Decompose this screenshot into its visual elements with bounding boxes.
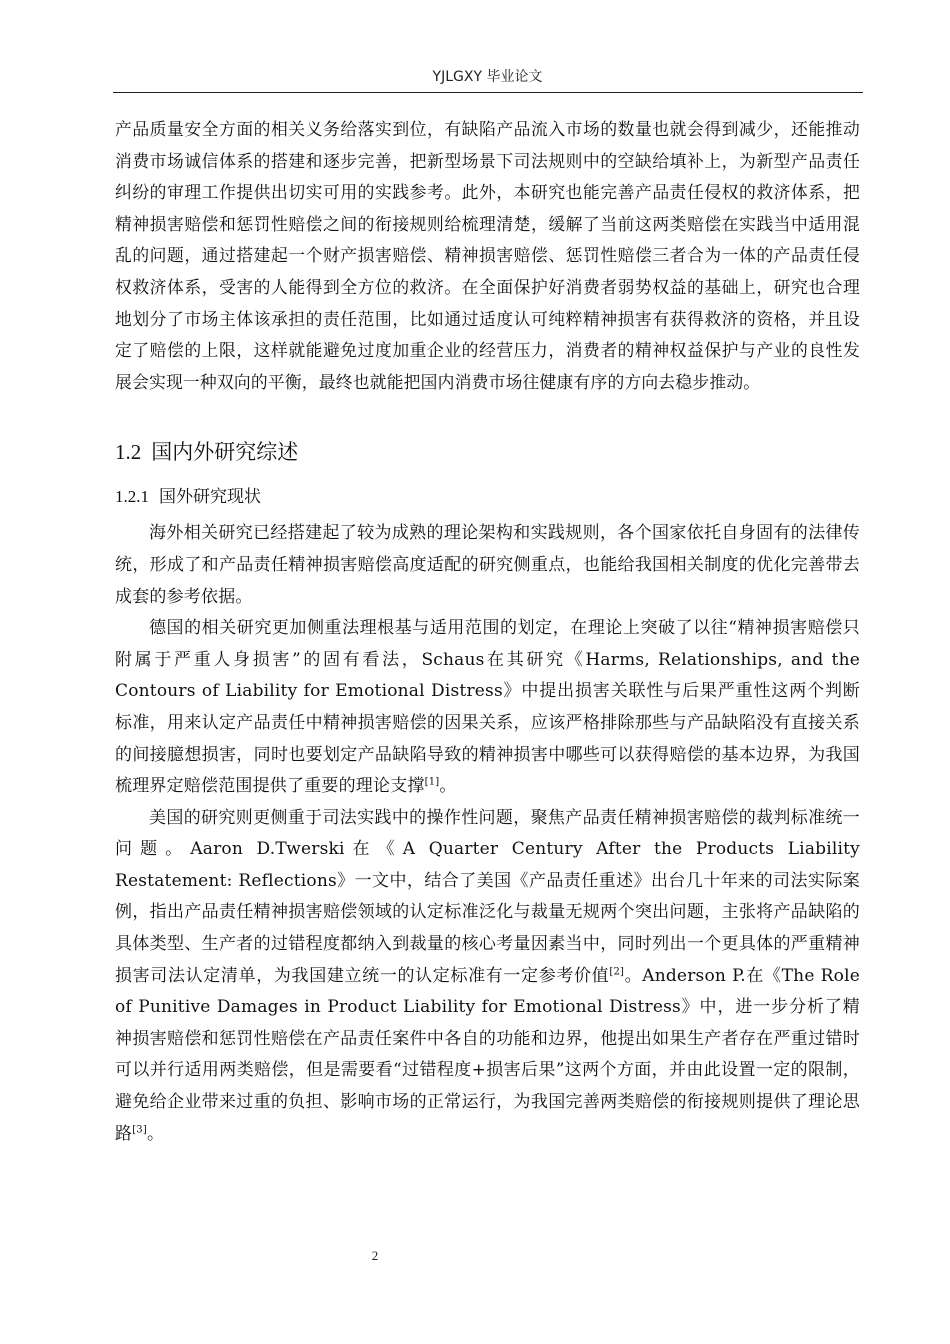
citation-ref-2: [2] (609, 966, 625, 977)
citation-ref-1: [1] (424, 776, 440, 788)
paragraph-germany (115, 613, 860, 803)
section-title: 国内外研究综述 (151, 440, 299, 465)
citation-ref-3: [3] (132, 1123, 147, 1135)
header-rule (113, 92, 863, 93)
paragraph-usa-part-1: 美国的研究则更侧重于司法实践中的操作性问题，聚焦产品责任精神损害赔偿的裁判标准统一问题。Aaron D.Twerski在《A Quarter Century After the Products Liability Restatement: Reflections》一文中，结合了美国《产品责任重述》出台几十年来的司法实际案例，指出产品责任精神损害赔偿领域的认定标准泛化与裁量无规两个突出问题，主张将产品缺陷的具体类型、生产者的过错程度都纳入到裁量的核心考量因素当中，同时列出一个更具体的严重精神损害司法认定清单，为我国建立统一的认定标准有一定参考价值 (115, 807, 860, 986)
paragraph-usa (115, 803, 860, 1151)
paragraph-overview: 海外相关研究已经搭建起了较为成熟的理论架构和实践规则，各个国家依托自身固有的法律传统，形成了和产品责任精神损害赔偿高度适配的研究侧重点，也能给我国相关制度的优化完善带去成套的参考依据。 (115, 523, 860, 607)
paragraph-germany-end: 。 (439, 776, 457, 797)
paragraph-usa-part-2: 。Anderson P.在《The Role of Punitive Damages in Product Liability for Emotional Distress》中，进一步分析了精神损害赔偿和惩罚性赔偿在产品责任案件中各自的功能和边界，他提出如果生产者存在严重过错时可以并行适用两类赔偿，但是需要看“过错程度+损害后果”这两个方面，并由此设置一定的限制，避免给企业带来过重的负担、影响市场的正常运行，为我国完善两类赔偿的衔接规则提供了理论思路 (115, 965, 860, 1144)
paragraph-significance: 产品质量安全方面的相关义务给落实到位，有缺陷产品流入市场的数量也就会得到减少，还能推动消费市场诚信体系的搭建和逐步完善，把新型场景下司法规则中的空缺给填补上，为新型产品责任纠纷的审理工作提供出切实可用的实践参考。此外，本研究也能完善产品责任侵权的救济体系，把精神损害赔偿和惩罚性赔偿之间的衔接规则给梳理清楚，缓解了当前这两类赔偿在实践当中适用混乱的问题，通过搭建起一个财产损害赔偿、精神损害赔偿、惩罚性赔偿三者合为一体的产品责任侵权救济体系，受害的人能得到全方位的救济。在全面保护好消费者弱势权益的基础上，研究也合理地划分了市场主体该承担的责任范围，比如通过适度认可纯粹精神损害有获得救济的资格，并且设定了赔偿的上限，这样就能避免过度加重企业的经营压力，消费者的精神权益保护与产业的良性发展会实现一种双向的平衡，最终也就能把国内消费市场往健康有序的方向去稳步推动。 (115, 119, 860, 392)
page-number: 2 (371, 1248, 379, 1263)
section-heading-1-2 (115, 430, 860, 474)
section-number: 1.2 (115, 440, 142, 465)
subsection-title: 国外研究现状 (159, 487, 261, 508)
paragraph-germany-text: 德国的相关研究更加侧重法理根基与适用范围的划定，在理论上突破了以往“精神损害赔偿只附属于严重人身损害”的固有看法，Schaus在其研究《Harms, Relationships, and the Contours of Liability for Emotional Distress》中提出损害关联性与后果严重性这两个判断标准，用来认定产品责任中精神损害赔偿的因果关系，应该严格排除那些与产品缺陷没有直接关系的间接臆想损害，同时也要划定产品缺陷导致的精神损害中哪些可以获得赔偿的基本边界，为我国梳理界定赔偿范围提供了重要的理论支撑 (115, 618, 860, 797)
subsection-heading-1-2-1 (115, 480, 860, 514)
page-content (115, 114, 860, 1150)
paragraph-usa-end: 。 (146, 1123, 165, 1144)
subsection-number: 1.2.1 (115, 487, 149, 507)
running-header: YJLGXY 毕业论文 (432, 69, 543, 85)
